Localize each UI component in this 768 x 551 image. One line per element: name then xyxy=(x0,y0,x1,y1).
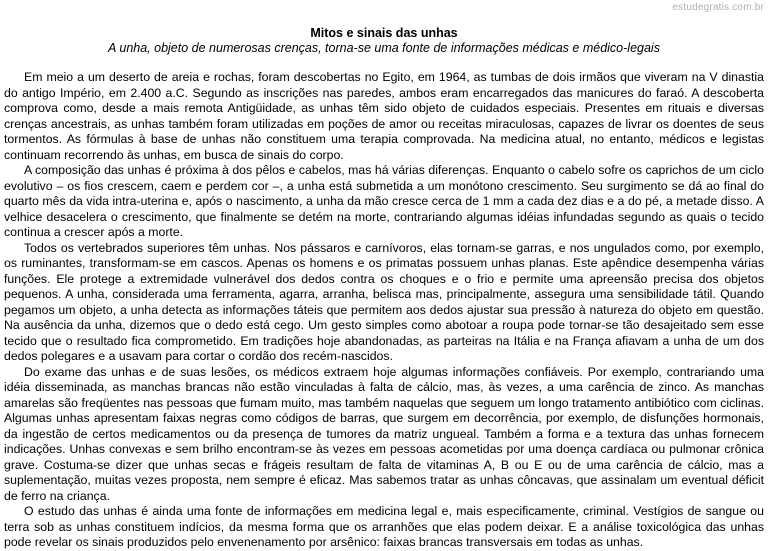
paragraph-5: O estudo das unhas é ainda uma fonte de informações em medicina legal e, mais especificamente, criminal. Vestígios de sangue ou terra sob as unhas constituem indícios, da mesma forma que os arranhões que elas podem deixar. E a análise toxicológica das unhas pode revelar os sinais produzidos pelo envenenamento por arsênico: faixas brancas transversais em todas as unhas. xyxy=(4,504,764,549)
paragraph-1: Em meio a um deserto de areia e rochas, foram descobertas no Egito, em 1964, as tumbas de dois irmãos que viveram na V dinastia do antigo Império, em 2.400 a.C. Segundo as inscrições nas paredes, ambos eram encarregados das manicures do faraó. A descoberta comprova como, desde a mais remota Antigüidade, as unhas têm sido objeto de cuidados especiais. Presentes em rituais e diversas crenças ancestrais, as unhas também foram utilizadas em poções de amor ou receitas miraculosas, capazes de livrar os doentes de seus tormentos. As fórmulas à base de unhas não constituem uma terapia comprovada. Na medicina atual, no entanto, médicos e legistas continuam recorrendo às unhas, em busca de sinais do corpo. xyxy=(4,70,764,162)
paragraph-2: A composição das unhas é próxima à dos pêlos e cabelos, mas há várias diferenças. Enquanto o cabelo sofre os caprichos de um ciclo evolutivo – os fios crescem, caem e perdem cor –, a unha está submetida a um monótono crescimento. Seu surgimento se dá ao final do quarto mês da vida intra-uterina e, após o nascimento, a unha da mão cresce cerca de 1 mm a cada dez dias e a do pé, a metade disso. A velhice desacelera o crescimento, que finalmente se detém na morte, contrariando algumas idéias infundadas segundo as quais o tecido continua a crescer após a morte. xyxy=(4,163,764,239)
article-title: Mitos e sinais das unhas xyxy=(310,26,458,40)
site-watermark: estudegratis.com.br xyxy=(672,2,764,13)
article-subtitle: A unha, objeto de numerosas crenças, torna-se uma fonte de informações médicas e médico-legais xyxy=(108,41,660,55)
article xyxy=(4,26,764,551)
article-body xyxy=(4,70,764,551)
paragraph-3: Todos os vertebrados superiores têm unhas. Nos pássaros e carnívoros, elas tornam-se garras, e nos ungulados como, por exemplo, os ruminantes, transformam-se em cascos. Apenas os homens e os primatas possuem unhas planas. Este apêndice desempenha várias funções. Ele protege a extremidade vulnerável dos dedos contra os choques e o frio e permite uma apreensão precisa dos objetos pequenos. A unha, considerada uma ferramenta, agarra, arranha, belisca mas, principalmente, assegura uma sensibilidade tátil. Quando pegamos um objeto, a unha detecta as informações táteis que permitem aos dedos ajustar sua pressão à natureza do objeto em questão. Na ausência da unha, dizemos que o dedo está cego. Um gesto simples como abotoar a roupa pode tornar-se tão desajeitado sem esse tecido que o resultado fica comprometido. Em tradições hoje abandonadas, as parteiras na Itália e na França afiavam a unha de um dos dedos polegares e a usavam para cortar o cordão dos recém-nascidos. xyxy=(4,240,764,363)
paragraph-4: Do exame das unhas e de suas lesões, os médicos extraem hoje algumas informações confiáveis. Por exemplo, contrariando uma idéia disseminada, as manchas brancas não estão vinculadas à falta de cálcio, mas, às vezes, a uma carência de zinco. As manchas amarelas são freqüentes nas pessoas que fumam muito, mas também naquelas que seguem um longo tratamento antibiótico com ciclinas. Algumas unhas apresentam faixas negras como códigos de barras, que surgem em decorrência, por exemplo, de disfunções hormonais, da ingestão de certos medicamentos ou da presença de tumores da matriz ungueal. Também a forma e a textura das unhas fornecem indicações. Unhas convexas e sem brilho encontram-se às vezes em pessoas acometidas por uma doença cardíaca ou pulmonar crônica grave. Costuma-se dizer que unhas secas e frágeis resultam de falta de vitaminas A, B ou E ou de uma carência de cálcio, mas a suplementação, muitas vezes proposta, nem sempre é eficaz. Mas sabemos tratar as unhas côncavas, que assinalam um eventual déficit de ferro na criança. xyxy=(4,364,764,503)
